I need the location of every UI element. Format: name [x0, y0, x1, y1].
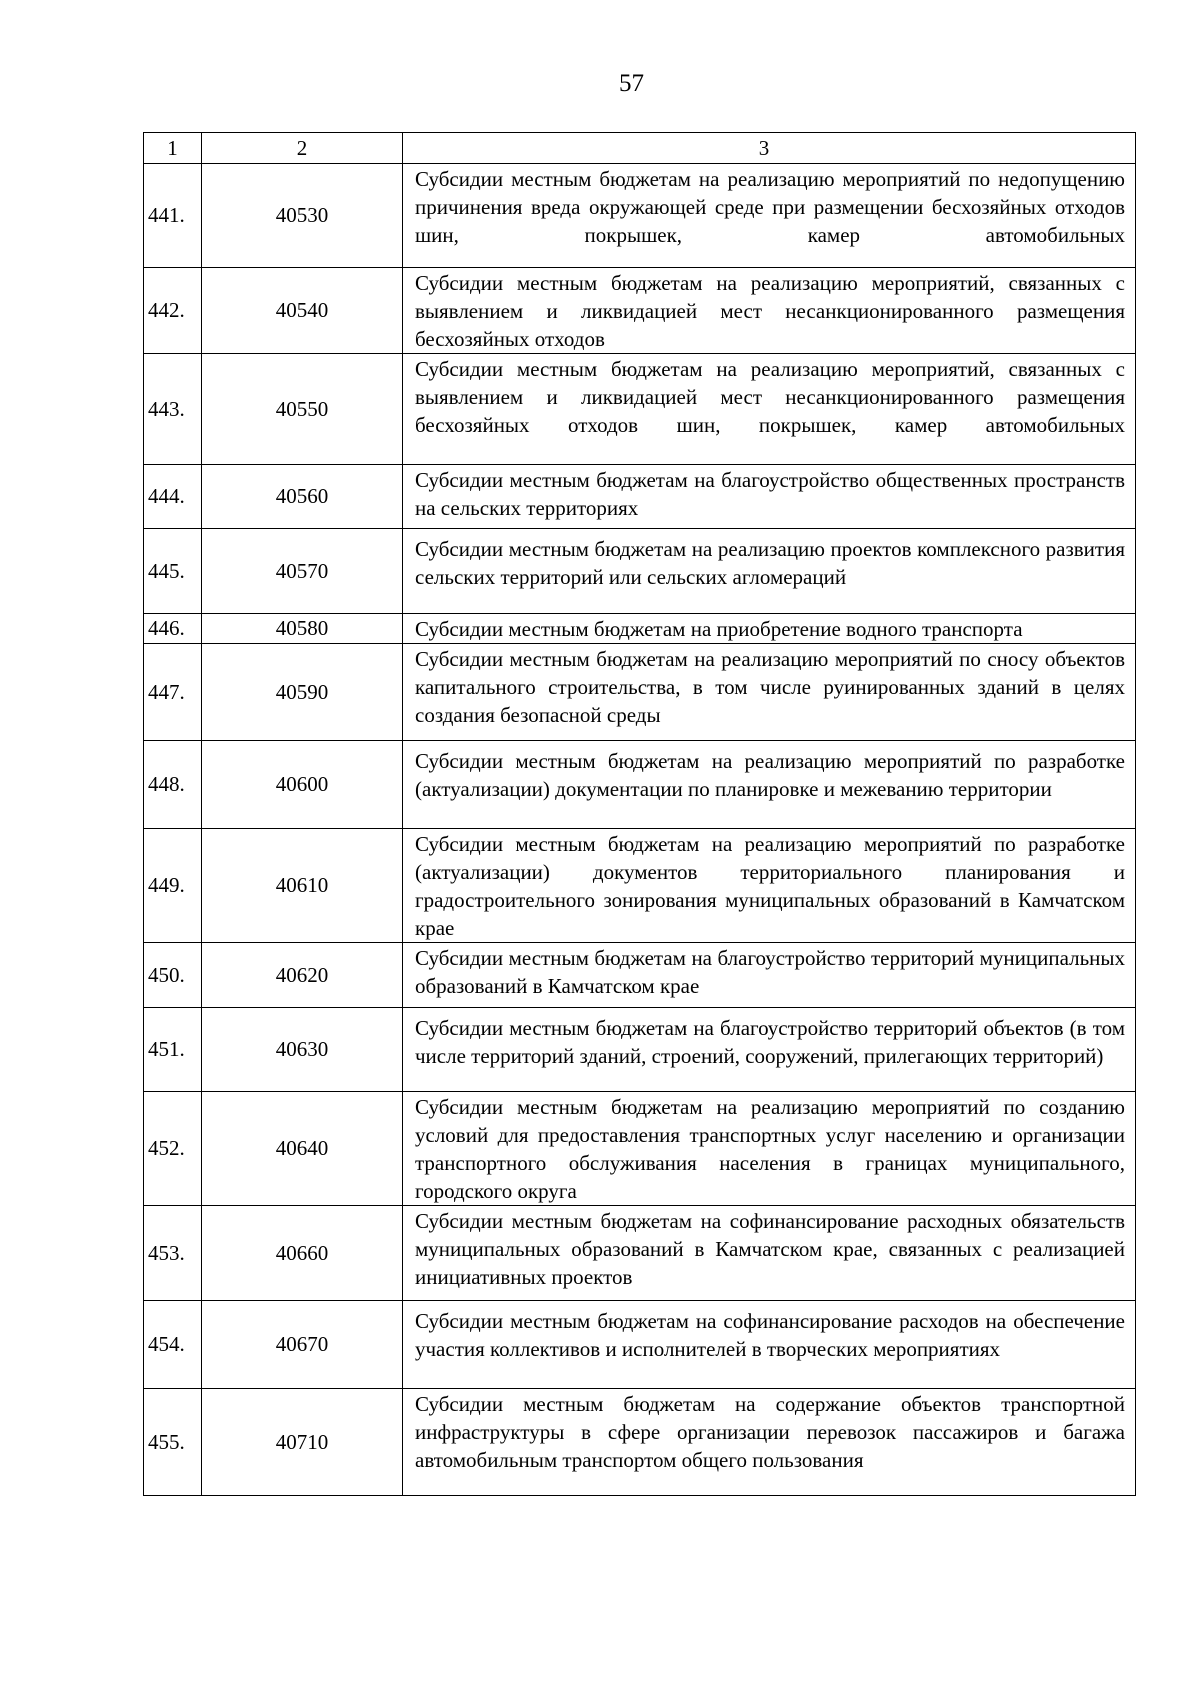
- row-code: 40540: [202, 268, 403, 354]
- row-description: Субсидии местным бюджетам на реализацию проектов комплексного развития сельских территорий или сельских агломераций: [403, 529, 1136, 614]
- page-number: 57: [619, 70, 644, 97]
- row-number: 450.: [144, 943, 202, 1008]
- row-number: 448.: [144, 741, 202, 829]
- table-row: [144, 614, 1136, 644]
- row-code: 40620: [202, 943, 403, 1008]
- table-row: [144, 529, 1136, 614]
- row-number: 453.: [144, 1206, 202, 1301]
- row-number: 447.: [144, 644, 202, 741]
- table-row: [144, 1206, 1136, 1301]
- row-code: 40580: [202, 614, 403, 644]
- table-row: [144, 354, 1136, 465]
- row-number: 446.: [144, 614, 202, 644]
- table-row: [144, 164, 1136, 268]
- row-number: 452.: [144, 1092, 202, 1206]
- row-number: 455.: [144, 1389, 202, 1496]
- row-code: 40560: [202, 465, 403, 529]
- row-number: 451.: [144, 1008, 202, 1092]
- row-description: Субсидии местным бюджетам на реализацию мероприятий по недопущению причинения вреда окружающей среде при размещении бесхозяйных отходов шин, покрышек, камер автомобильных: [403, 164, 1136, 268]
- row-code: 40710: [202, 1389, 403, 1496]
- row-code: 40600: [202, 741, 403, 829]
- table-row: [144, 829, 1136, 943]
- row-number: 445.: [144, 529, 202, 614]
- row-description: Субсидии местным бюджетам на реализацию мероприятий по созданию условий для предоставления транспортных услуг населению и организации транспортного обслуживания населения в границах муниципального, городского округа: [403, 1092, 1136, 1206]
- row-code: 40660: [202, 1206, 403, 1301]
- table-row: [144, 1092, 1136, 1206]
- table-row: [144, 268, 1136, 354]
- row-code: 40670: [202, 1301, 403, 1389]
- row-description: Субсидии местным бюджетам на софинансирование расходных обязательств муниципальных образований в Камчатском крае, связанных с реализацией инициативных проектов: [403, 1206, 1136, 1301]
- table-row: [144, 644, 1136, 741]
- table-header-row: [144, 133, 1136, 164]
- row-number: 442.: [144, 268, 202, 354]
- table-row: [144, 1389, 1136, 1496]
- row-description: Субсидии местным бюджетам на реализацию мероприятий, связанных с выявлением и ликвидацией мест несанкционированного размещения бесхозяйных отходов: [403, 268, 1136, 354]
- row-code: 40630: [202, 1008, 403, 1092]
- row-description: Субсидии местным бюджетам на приобретение водного транспорта: [403, 614, 1136, 644]
- column-header-3: 3: [403, 133, 1136, 164]
- row-code: 40640: [202, 1092, 403, 1206]
- row-code: 40570: [202, 529, 403, 614]
- row-number: 444.: [144, 465, 202, 529]
- row-code: 40590: [202, 644, 403, 741]
- row-code: 40550: [202, 354, 403, 465]
- table-row: [144, 741, 1136, 829]
- row-number: 441.: [144, 164, 202, 268]
- table-row: [144, 1008, 1136, 1092]
- row-description: Субсидии местным бюджетам на софинансирование расходов на обеспечение участия коллективов и исполнителей в творческих мероприятиях: [403, 1301, 1136, 1389]
- column-header-1: 1: [144, 133, 202, 164]
- row-description: Субсидии местным бюджетам на благоустройство территорий муниципальных образований в Камчатском крае: [403, 943, 1136, 1008]
- row-description: Субсидии местным бюджетам на содержание объектов транспортной инфраструктуры в сфере организации перевозок пассажиров и багажа автомобильным транспортом общего пользования: [403, 1389, 1136, 1496]
- row-number: 449.: [144, 829, 202, 943]
- row-description: Субсидии местным бюджетам на реализацию мероприятий по разработке (актуализации) документации по планировке и межеванию территории: [403, 741, 1136, 829]
- row-description: Субсидии местным бюджетам на благоустройство территорий объектов (в том числе территорий зданий, строений, сооружений, прилегающих территорий): [403, 1008, 1136, 1092]
- row-description: Субсидии местным бюджетам на реализацию мероприятий, связанных с выявлением и ликвидацией мест несанкционированного размещения бесхозяйных отходов шин, покрышек, камер автомобильных: [403, 354, 1136, 465]
- row-description: Субсидии местным бюджетам на благоустройство общественных пространств на сельских территориях: [403, 465, 1136, 529]
- table-row: [144, 1301, 1136, 1389]
- row-description: Субсидии местным бюджетам на реализацию мероприятий по сносу объектов капитального строительства, в том числе руинированных зданий в целях создания безопасной среды: [403, 644, 1136, 741]
- table-row: [144, 465, 1136, 529]
- row-description: Субсидии местным бюджетам на реализацию мероприятий по разработке (актуализации) документов территориального планирования и градостроительного зонирования муниципальных образований в Камчатском крае: [403, 829, 1136, 943]
- subsidies-table: [143, 132, 1136, 1496]
- row-number: 454.: [144, 1301, 202, 1389]
- column-header-2: 2: [202, 133, 403, 164]
- row-code: 40530: [202, 164, 403, 268]
- table-row: [144, 943, 1136, 1008]
- row-code: 40610: [202, 829, 403, 943]
- row-number: 443.: [144, 354, 202, 465]
